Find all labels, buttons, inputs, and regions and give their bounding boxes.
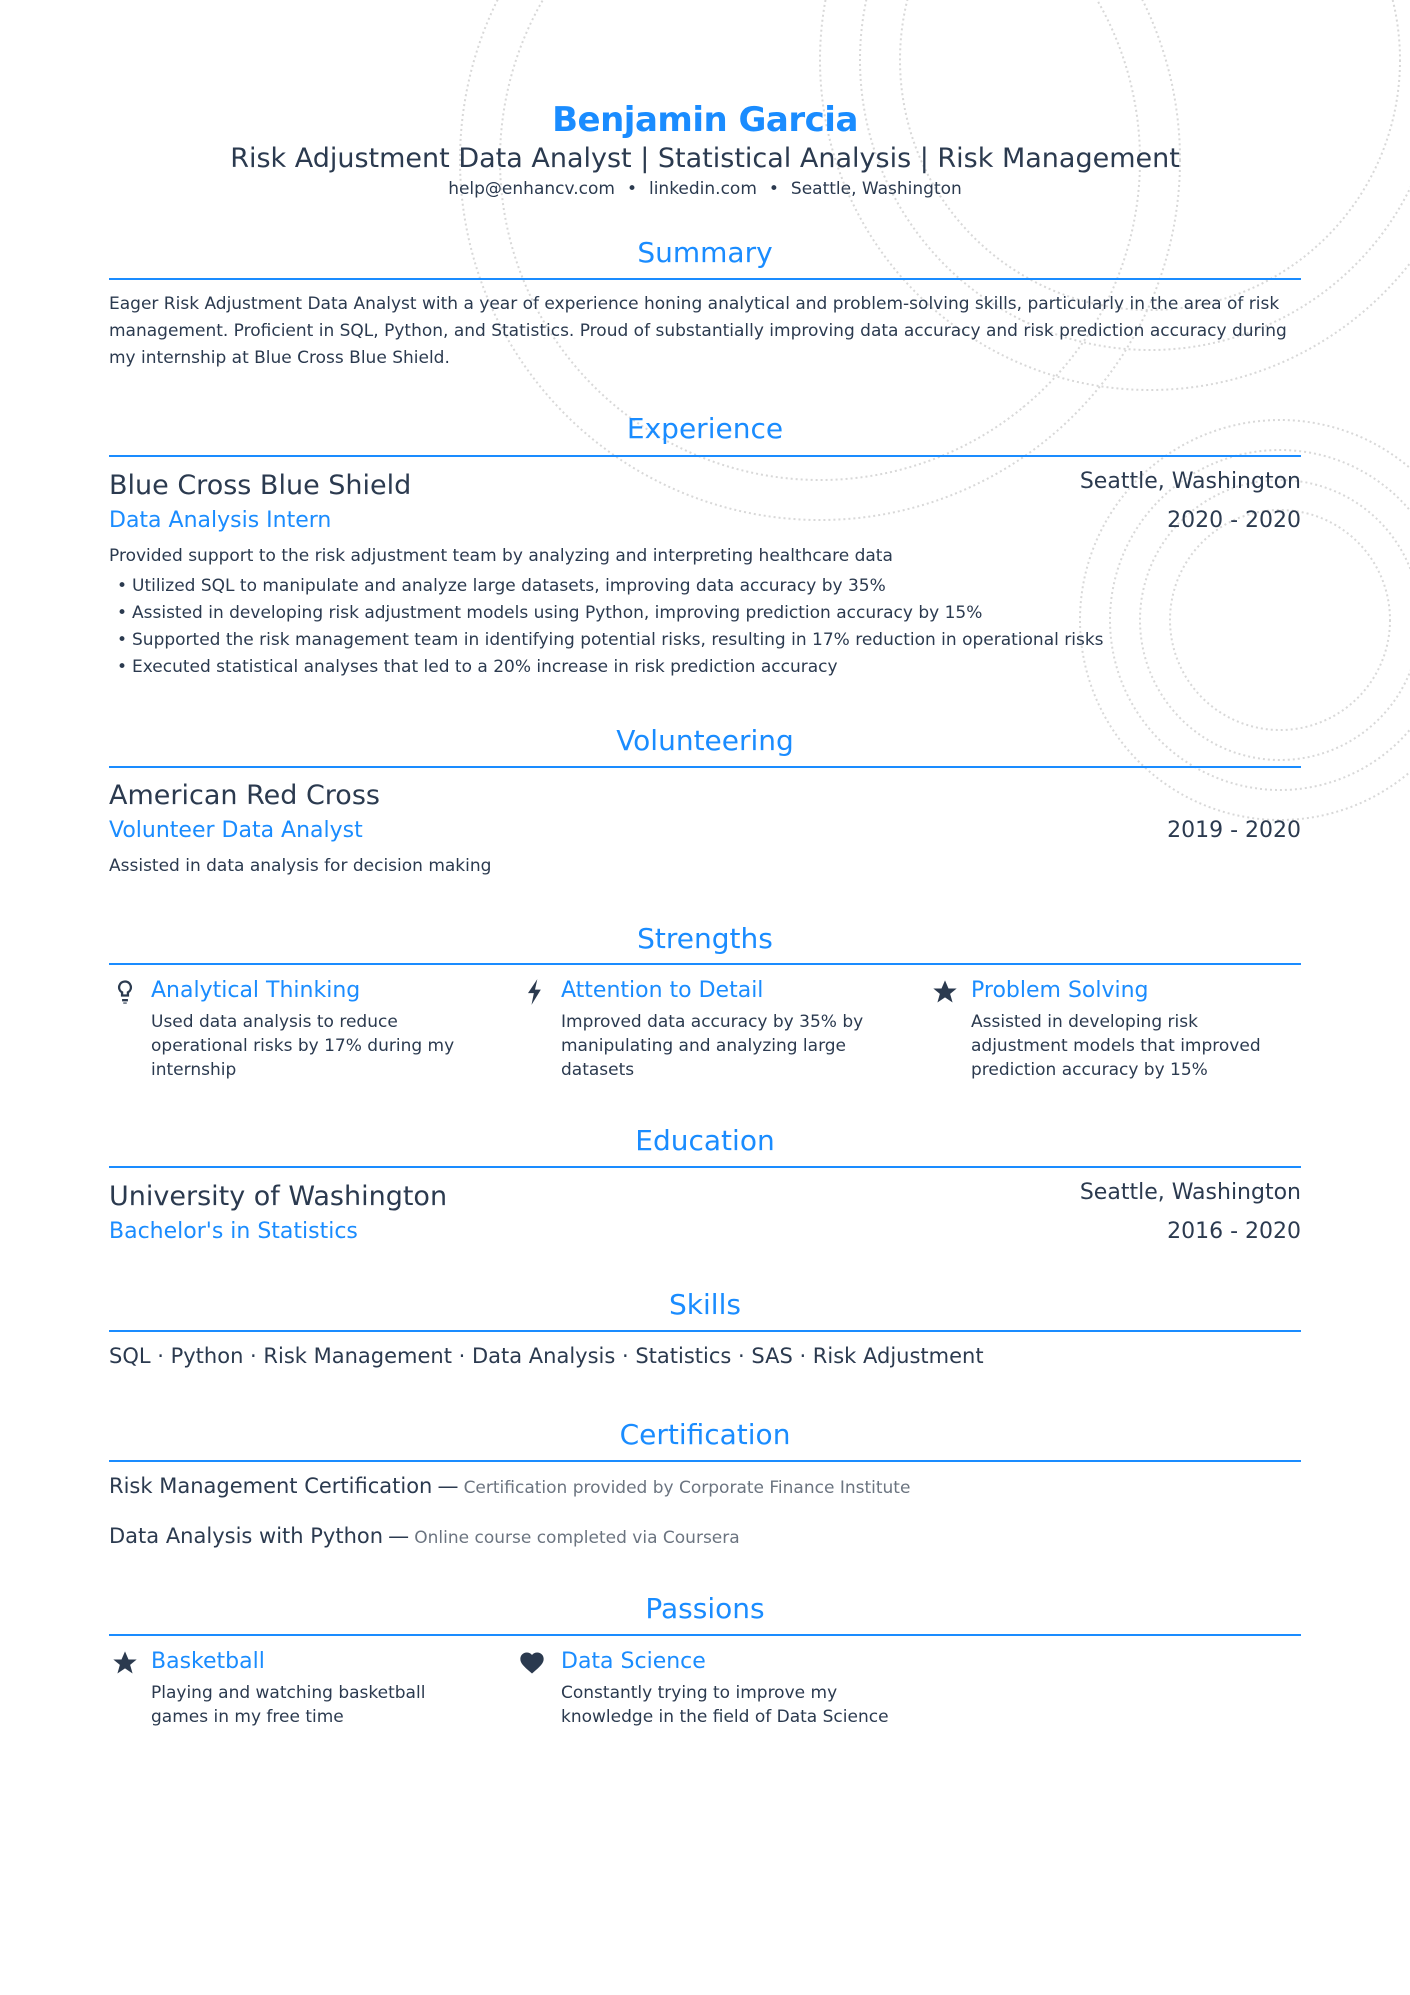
certification-description: Certification provided by Corporate Finance Institute [463, 1478, 911, 1498]
passion-title: Basketball [151, 1649, 265, 1674]
summary-text: Eager Risk Adjustment Data Analyst with a year of experience honing analytical and problem-solving skills, particularly in the area of risk management. Proficient in SQL, Python, and Statistics. Proud of substantially improving data accuracy and risk prediction accuracy during my internship at Blue Cross Blue Shield. [109, 294, 1287, 368]
volunteer-role: Volunteer Data Analyst [109, 818, 363, 843]
job-role: Data Analysis Intern [109, 508, 332, 533]
section-divider [109, 278, 1301, 280]
school-location: Seattle, Washington [1079, 1180, 1301, 1205]
section-divider [109, 1330, 1301, 1332]
section-divider [109, 1634, 1301, 1636]
heart-icon [518, 1649, 546, 1677]
section-heading-volunteering: Volunteering [616, 724, 794, 757]
location: Seattle, Washington [790, 179, 962, 199]
strength-title: Problem Solving [971, 978, 1149, 1003]
bullet-item: • Utilized SQL to manipulate and analyze large datasets, improving data accuracy by 35% [117, 573, 1104, 600]
degree: Bachelor's in Statistics [109, 1219, 358, 1244]
lightbulb-icon [111, 978, 139, 1006]
strength-description: Used data analysis to reduce operational risks by 17% during my internship [151, 1012, 455, 1080]
volunteer-dates: 2019 - 2020 [1167, 818, 1301, 843]
linkedin-link[interactable]: linkedin.com [648, 179, 757, 199]
section-heading-certification: Certification [619, 1418, 791, 1451]
section-divider [109, 1460, 1301, 1462]
certification-item [109, 1524, 740, 1548]
email-link[interactable]: help@enhancv.com [448, 179, 615, 199]
section-heading-passions: Passions [645, 1592, 765, 1625]
section-heading-education: Education [635, 1124, 775, 1157]
passion-title: Data Science [561, 1649, 706, 1674]
strength-description: Assisted in developing risk adjustment models that improved prediction accuracy by 15% [971, 1012, 1261, 1080]
bolt-icon [521, 978, 549, 1006]
bullet-item: • Supported the risk management team in identifying potential risks, resulting in 17% reduction in operational risks [117, 627, 1104, 654]
section-heading-strengths: Strengths [637, 922, 773, 955]
organization-name: American Red Cross [109, 780, 380, 811]
certification-item [109, 1474, 910, 1498]
strength-description: Improved data accuracy by 35% by manipulating and analyzing large datasets [561, 1012, 864, 1080]
separator: • [626, 179, 637, 199]
bullet-item: • Assisted in developing risk adjustment models using Python, improving prediction accuracy by 15% [117, 600, 1104, 627]
certification-name: Data Analysis with Python [109, 1524, 384, 1548]
skills-list: SQL · Python · Risk Management · Data Analysis · Statistics · SAS · Risk Adjustment [109, 1344, 984, 1368]
section-heading-summary: Summary [637, 236, 773, 269]
certification-description: Online course completed via Coursera [414, 1528, 740, 1548]
star-icon [111, 1649, 139, 1677]
job-location: Seattle, Washington [1079, 469, 1301, 494]
separator: — [388, 1524, 410, 1548]
section-divider [109, 766, 1301, 768]
volunteer-description: Assisted in data analysis for decision making [109, 856, 492, 876]
school-name: University of Washington [109, 1181, 448, 1212]
section-divider [109, 455, 1301, 457]
job-description: Provided support to the risk adjustment team by analyzing and interpreting healthcare data [109, 546, 893, 566]
section-heading-experience: Experience [626, 412, 784, 445]
bullet-item: • Executed statistical analyses that led to a 20% increase in risk prediction accuracy [117, 654, 1104, 681]
section-divider [109, 963, 1301, 965]
passion-description: Playing and watching basketball games in my free time [151, 1683, 426, 1727]
separator: • [768, 179, 779, 199]
passion-description: Constantly trying to improve my knowledge in the field of Data Science [561, 1683, 889, 1727]
section-divider [109, 1166, 1301, 1168]
certification-name: Risk Management Certification [109, 1474, 433, 1498]
candidate-name: Benjamin Garcia [552, 100, 858, 140]
education-dates: 2016 - 2020 [1167, 1219, 1301, 1244]
candidate-title: Risk Adjustment Data Analyst | Statistical Analysis | Risk Management [230, 143, 1180, 174]
contact-line [0, 179, 1410, 199]
job-dates: 2020 - 2020 [1167, 508, 1301, 533]
star-icon [931, 978, 959, 1006]
strength-title: Attention to Detail [561, 978, 764, 1003]
section-heading-skills: Skills [669, 1288, 741, 1321]
company-name: Blue Cross Blue Shield [109, 470, 412, 501]
job-bullets [117, 573, 1104, 681]
separator: — [437, 1474, 459, 1498]
strength-title: Analytical Thinking [151, 978, 361, 1003]
